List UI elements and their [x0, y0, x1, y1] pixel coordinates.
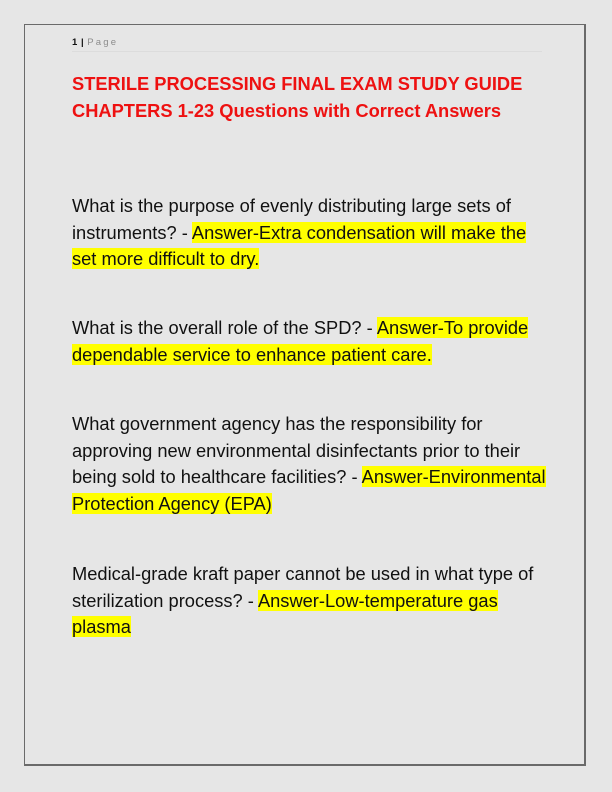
page-number: 1 — [72, 37, 78, 48]
answer-highlight: Answer-Extra condensation will make the set more difficult to dry. — [72, 221, 527, 269]
answer-highlight: Answer-To provide dependable service to enhance patient care. — [72, 317, 529, 365]
page-label: Page — [87, 37, 119, 48]
page-header — [72, 36, 542, 52]
document-title: STERILE PROCESSING FINAL EXAM STUDY GUIDE CHAPTERS 1-23 Questions with Correct Answers — [72, 73, 523, 121]
qa-item-4 — [72, 561, 547, 641]
qa-item-2 — [72, 315, 547, 368]
header-separator: | — [80, 37, 84, 48]
question-text: What is the purpose of evenly distributing large sets of instruments? - — [72, 195, 511, 243]
qa-item-3 — [72, 411, 547, 517]
question-text: What government agency has the responsibility for approving new environmental disinfectants prior to their being sold to healthcare facilities? - — [72, 413, 521, 487]
answer-highlight: Answer-Environmental Protection Agency (EPA) — [72, 466, 546, 514]
qa-item-1 — [72, 193, 547, 273]
question-text: What is the overall role of the SPD? - — [72, 317, 377, 338]
question-text: Medical-grade kraft paper cannot be used in what type of sterilization process? - — [72, 563, 534, 611]
answer-highlight: Answer-Low-temperature gas plasma — [72, 589, 498, 637]
document-page — [24, 24, 586, 766]
